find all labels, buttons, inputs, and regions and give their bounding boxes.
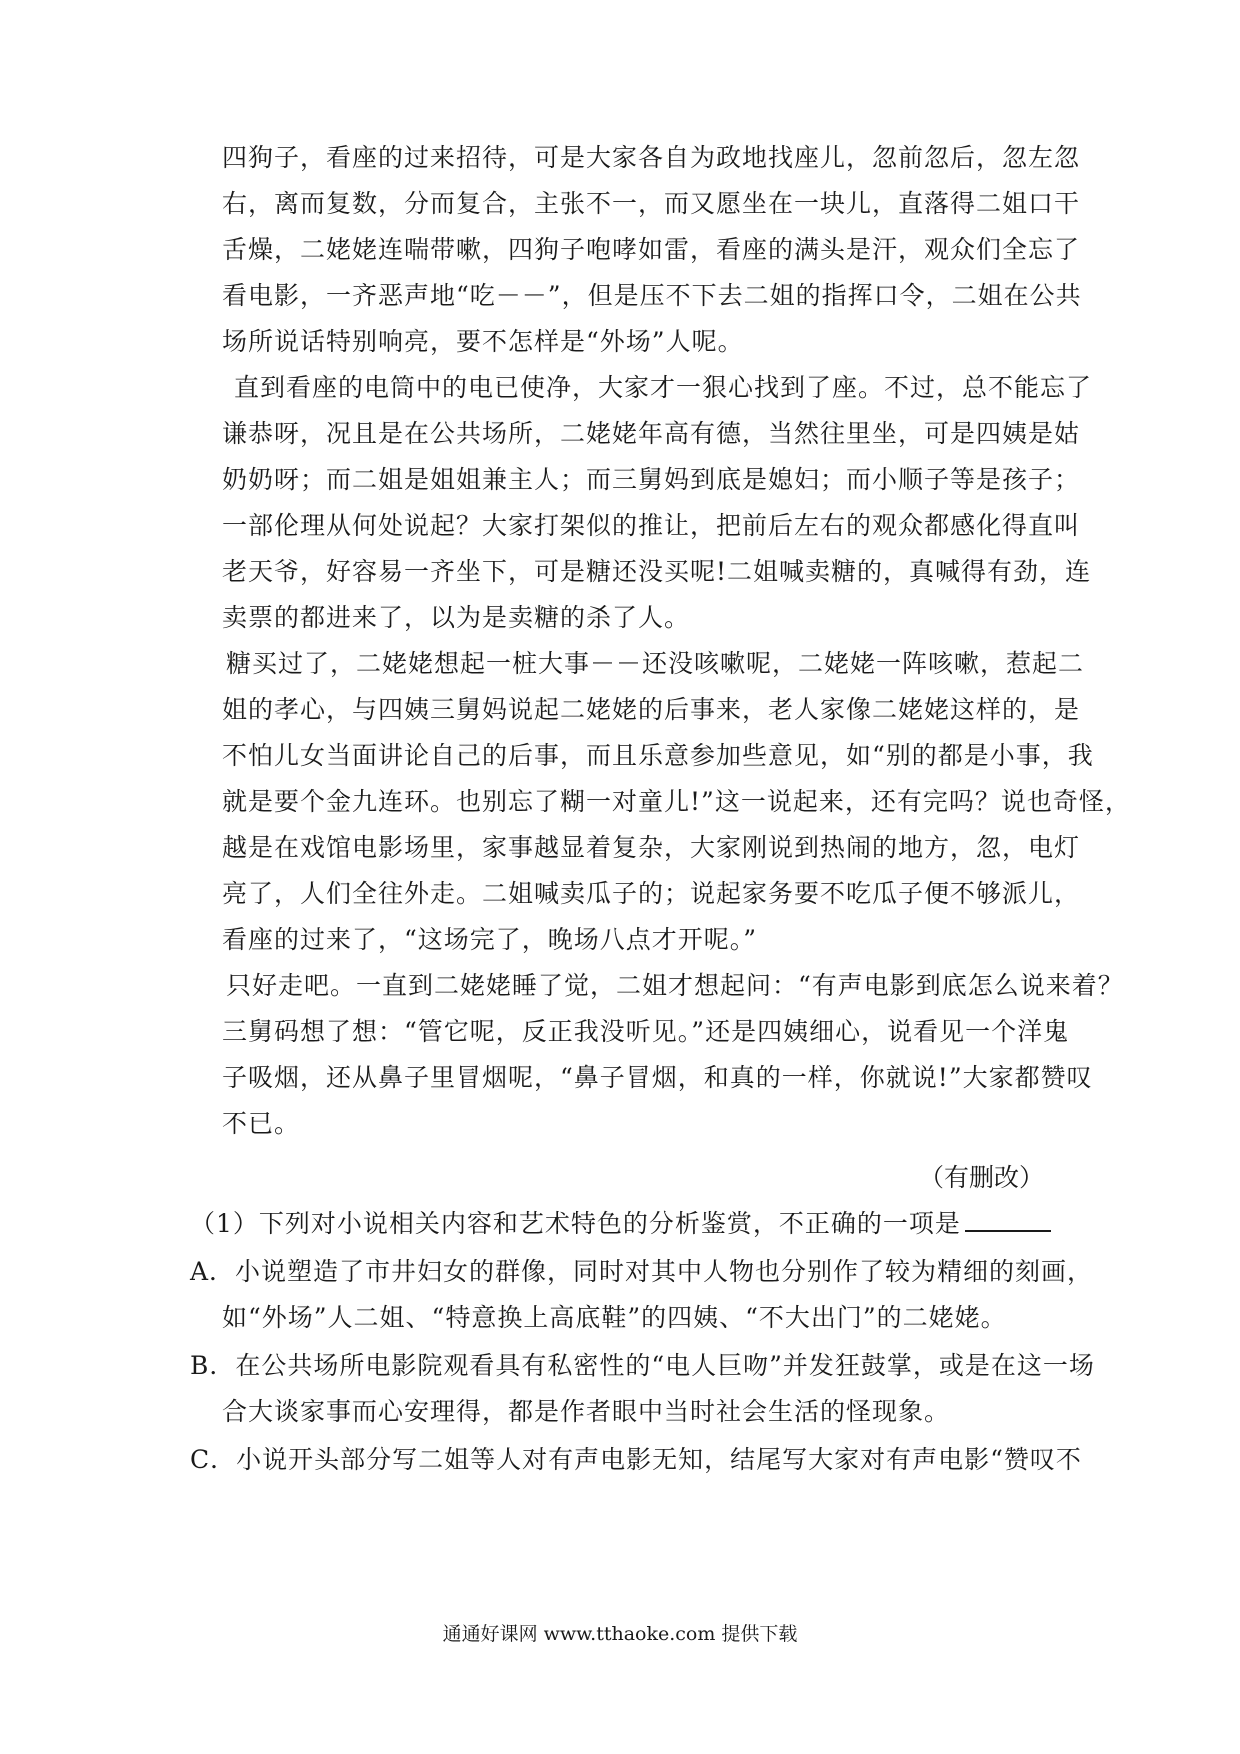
question-stem-text: （1）下列对小说相关内容和艺术特色的分析鉴赏，不正确的一项是 (190, 1209, 961, 1238)
text-line: 老天爷，好容易一齐坐下，可是糖还没买呢!二姐喊卖糖的，真喊得有劲，连 (222, 557, 1092, 586)
text-line: 看座的过来了，“这场完了，晚场八点才开呢。” (222, 925, 758, 954)
text-line: 不怕儿女当面讲论自己的后事，而且乐意参加些意见，如“别的都是小事，我 (222, 741, 1094, 770)
option-b: B．在公共场所电影院观看具有私密性的“电人巨吻”并发狂鼓掌，或是在这一场 (190, 1351, 1095, 1380)
text-line: 直到看座的电筒中的电已使净，大家才一狠心找到了座。不过，总不能忘了 (234, 373, 1093, 402)
text-line: 糖买过了，二姥姥想起一桩大事－－还没咳嗽呢，二姥姥一阵咳嗽，惹起二 (226, 649, 1085, 678)
text-line: 越是在戏馆电影场里，家事越显着复杂，大家刚说到热闹的地方，忽，电灯 (222, 833, 1081, 862)
text-line: 只好走吧。一直到二姥姥睡了觉，二姐才想起问：“有声电影到底怎么说来着？ (226, 971, 1124, 1000)
text-line: 舌燥，二姥姥连喘带嗽，四狗子咆哮如雷，看座的满头是汗，观众们全忘了 (222, 235, 1081, 264)
text-line: 场所说话特别响亮，要不怎样是“外场”人呢。 (222, 327, 744, 356)
option-a: A．小说塑造了市井妇女的群像，同时对其中人物也分别作了较为精细的刻画， (190, 1257, 1094, 1286)
answer-blank (965, 1230, 1051, 1232)
text-line: 奶奶呀；而二姐是姐姐兼主人；而三舅妈到底是媳妇；而小顺子等是孩子； (222, 465, 1081, 494)
text-line: 姐的孝心，与四姨三舅妈说起二姥姥的后事来，老人家像二姥姥这样的，是 (222, 695, 1081, 724)
page-footer: 通通好课网 www.tthaoke.com 提供下载 (442, 1623, 798, 1645)
option-a-continued: 如“外场”人二姐、“特意换上高底鞋”的四姨、“不大出门”的二姥姥。 (222, 1303, 1007, 1332)
text-line: 一部伦理从何处说起？大家打架似的推让，把前后左右的观众都感化得直叫 (222, 511, 1081, 540)
option-c: C．小说开头部分写二姐等人对有声电影无知，结尾写大家对有声电影“赞叹不 (190, 1445, 1082, 1474)
text-line: 就是要个金九连环。也别忘了糊一对童儿!”这一说起来，还有完吗？说也奇怪， (222, 787, 1131, 816)
text-line: 亮了，人们全往外走。二姐喊卖瓜子的；说起家务要不吃瓜子便不够派儿， (222, 879, 1081, 908)
text-line: 右，离而复数，分而复合，主张不一，而又愿坐在一块儿，直落得二姐口干 (222, 189, 1081, 218)
text-line: 卖票的都进来了，以为是卖糖的杀了人。 (222, 603, 691, 632)
text-line: 不已。 (222, 1109, 301, 1138)
text-line: 子吸烟，还从鼻子里冒烟呢，“鼻子冒烟，和真的一样，你就说!”大家都赞叹 (222, 1063, 1093, 1092)
question-stem (190, 1208, 1030, 1240)
option-b-continued: 合大谈家事而心安理得，都是作者眼中当时社会生活的怪现象。 (222, 1397, 951, 1426)
text-line: 三舅码想了想：“管它呢，反正我没听见。”还是四姨细心，说看见一个洋鬼 (222, 1017, 1070, 1046)
edit-note: （有删改） (918, 1163, 1044, 1192)
text-line: 四狗子，看座的过来招待，可是大家各自为政地找座儿，忽前忽后，忽左忽 (222, 143, 1081, 172)
text-line: 谦恭呀，况且是在公共场所，二姥姥年高有德，当然往里坐，可是四姨是姑 (222, 419, 1081, 448)
text-line: 看电影，一齐恶声地“吃－－”，但是压不下去二姐的指挥口令，二姐在公共 (222, 281, 1082, 310)
